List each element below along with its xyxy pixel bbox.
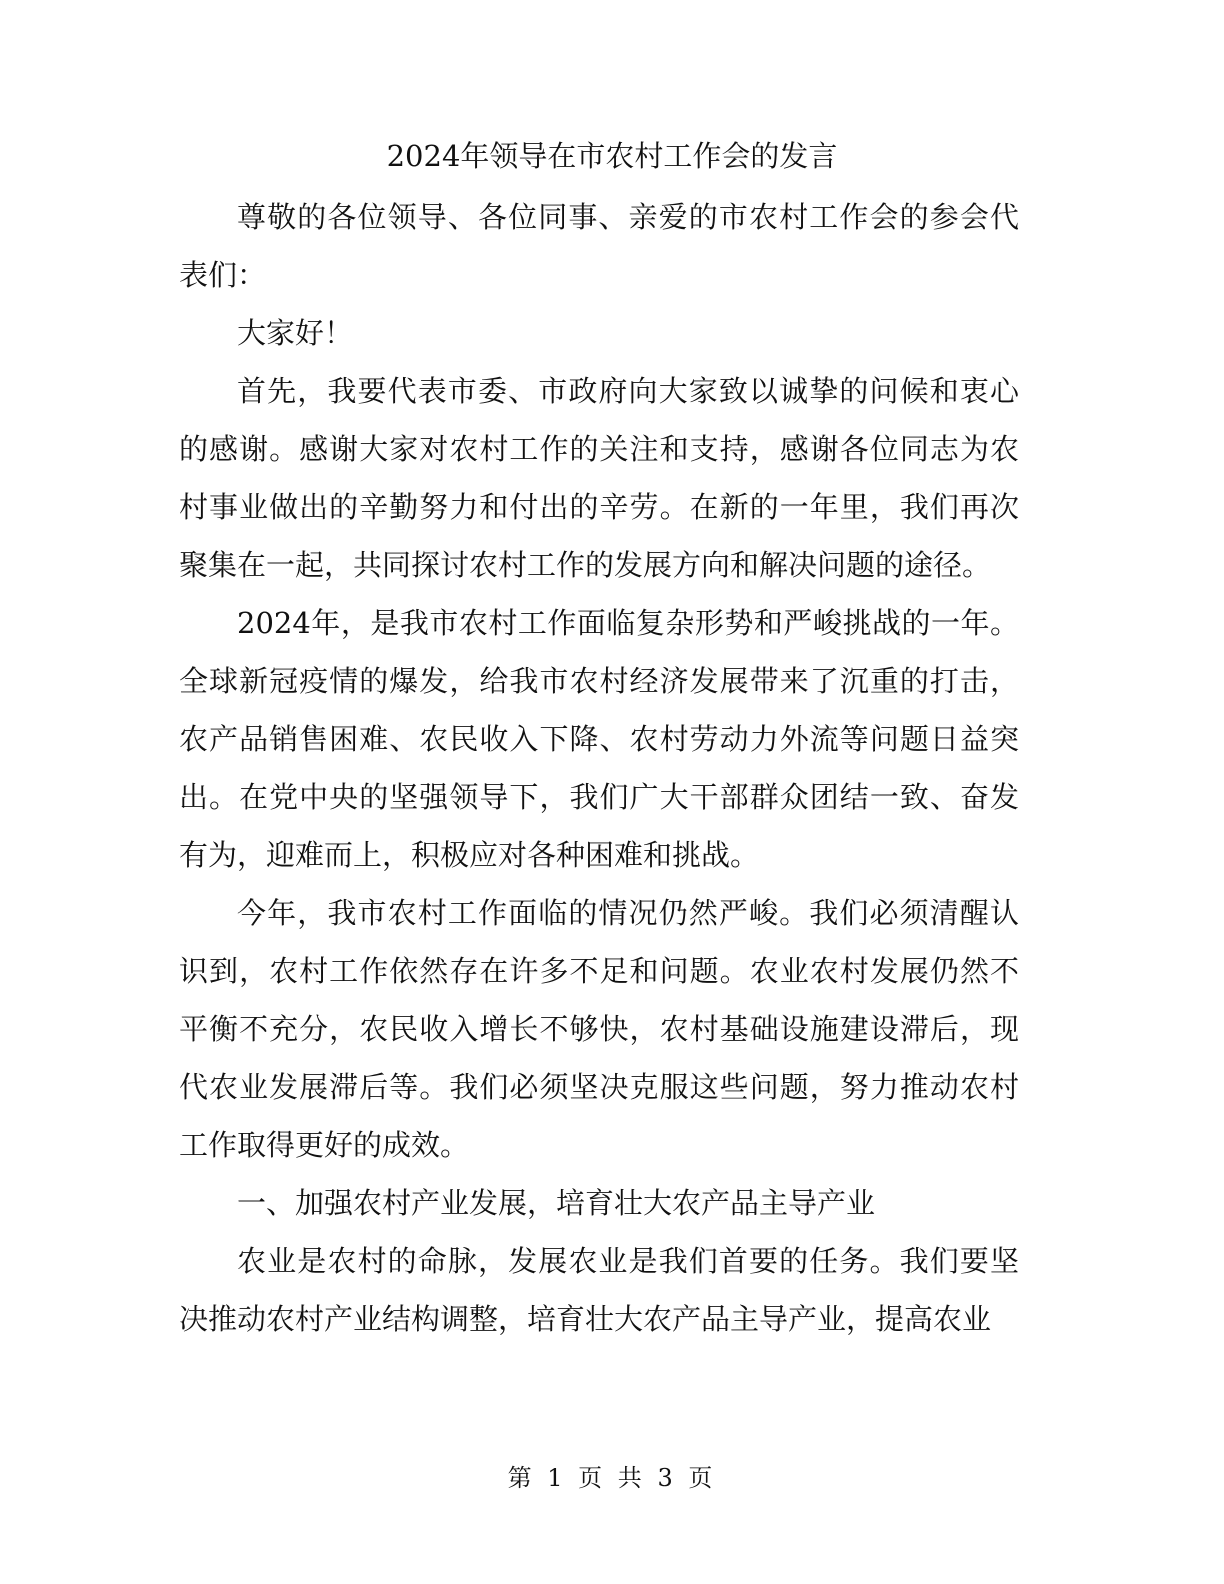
section-heading-1: 一、加强农村产业发展，培育壮大农产品主导产业 — [237, 1186, 876, 1220]
paragraph-greeting: 大家好！ — [237, 316, 354, 350]
document-body — [179, 188, 1019, 1348]
paragraph-this-year: 今年，我市农村工作面临的情况仍然严峻。我们必须清醒认识到，农村工作依然存在许多不足和问题。农业农村发展仍然不平衡不充分，农民收入增长不够快，农村基础设施建设滞后，现代农业发展滞后等。我们必须坚决克服这些问题，努力推动农村工作取得更好的成效。 — [179, 896, 1019, 1162]
page-footer: 第 1 页 共 3 页 — [507, 1464, 717, 1492]
paragraph-2024-situation: 2024年，是我市农村工作面临复杂形势和严峻挑战的一年。全球新冠疫情的爆发，给我市农村经济发展带来了沉重的打击，农产品销售困难、农民收入下降、农村劳动力外流等问题日益突出。在党中央的坚强领导下，我们广大干部群众团结一致、奋发有为，迎难而上，积极应对各种困难和挑战。 — [179, 606, 1019, 872]
paragraph-salutation: 尊敬的各位领导、各位同事、亲爱的市农村工作会的参会代表们： — [179, 200, 1019, 292]
paragraph-thanks: 首先，我要代表市委、市政府向大家致以诚挚的问候和衷心的感谢。感谢大家对农村工作的关注和支持，感谢各位同志为农村事业做出的辛勤努力和付出的辛劳。在新的一年里，我们再次聚集在一起，共同探讨农村工作的发展方向和解决问题的途径。 — [179, 374, 1019, 582]
document-title: 2024年领导在市农村工作会的发言 — [386, 139, 838, 173]
paragraph-agriculture: 农业是农村的命脉，发展农业是我们首要的任务。我们要坚决推动农村产业结构调整，培育壮大农产品主导产业，提高农业 — [179, 1244, 1019, 1336]
